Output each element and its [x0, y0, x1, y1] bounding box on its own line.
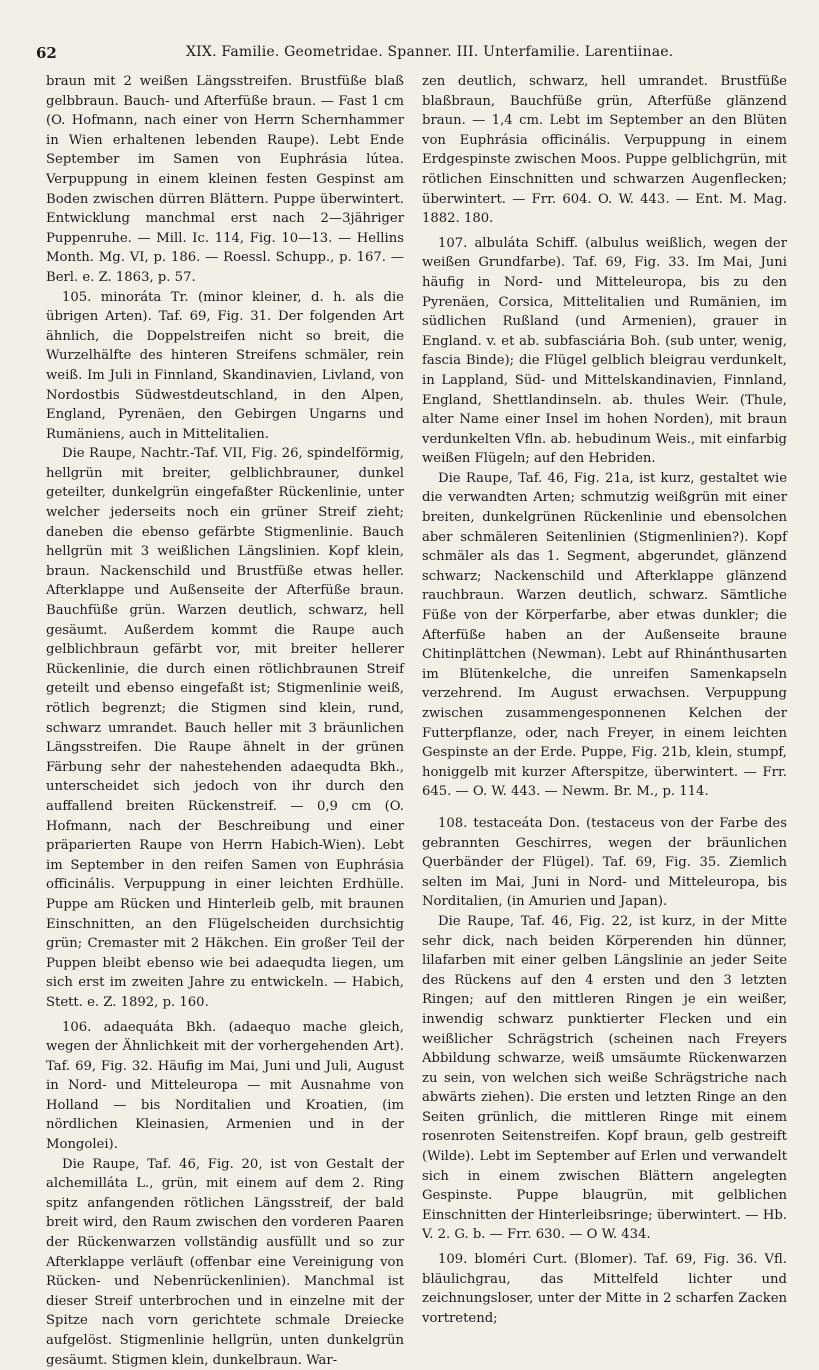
page-number: 62	[36, 44, 57, 62]
running-title: XIX. Familie. Geometridae. Spanner. III. Unterfamilie. Larentiinae.	[186, 44, 674, 60]
right-column	[422, 72, 787, 1328]
left-column	[46, 72, 404, 1370]
paragraph: Die Raupe, Nachtr.-Taf. VII, Fig. 26, spindelförmig, hellgrün mit breiter, gelblichbrauner, dunkel geteilter, dunkelgrün eingefaßter Rückenlinie, unter welcher jederseits noch ein grüner Streif zieht; daneben die ebenso gefärbte Stigmenlinie. Bauch hellgrün mit 3 weißlichen Längslinien. Kopf klein, braun. Nackenschild und Brustfüße etwas heller. Afterklappe und Außenseite der Afterfüße braun. Bauchfüße grün. Warzen deutlich, schwarz, hell gesäumt. Außerdem kommt die Raupe auch gelblichbraun gefärbt vor, mit breiter hellerer Rückenlinie, die durch einen rötlichbraunen Streif geteilt und ebenso eingefaßt ist; Stigmenlinie weiß, rötlich begrenzt; die Stigmen sind klein, rund, schwarz umrandet. Bauch heller mit 3 bräunlichen Längsstreifen. Die Raupe ähnelt in der grünen Färbung sehr der nahestehenden adaequdta Bkh., unterscheidet sich jedoch von ihr durch den auffallend breiten Rückenstreif. — 0,9 cm (O. Hofmann, nach der Beschreibung und einer präparierten Raupe von Herrn Habich-Wien). Lebt im September in den reifen Samen von Euphrásia officinális. Verpuppung in einer leichten Erdhülle. Puppe am Rücken und Hinterleib gelb, mit braunen Einschnitten, an den Flügelscheiden durchsichtig grün; Cremaster mit 2 Häkchen. Ein großer Teil der Puppen bleibt ebenso wie bei adaequdta liegen, um sich erst im zweiten Jahre zu entwickeln. — Habich, Stett. e. Z. 1892, p. 160.	[46, 446, 404, 1010]
entry-107: 107. albuláta Schiff. (albulus weißlich, wegen der weißen Grundfarbe). Taf. 69, Fig. 33. Im Mai, Juni häufig in Nord- und Mitteleuropa, bis zu den Pyrenäen, Corsica, Mittelitalien und Rumänien, im südlichen Rußland (und Armenien), grauer in England. v. et ab. subfasciária Boh. (sub unter, wenig, fascia Binde); die Flügel gelblich bleigrau verdunkelt, in Lappland, Süd- und Mittelskandinavien, Finnland, England, Shettlandinseln. ab. thules Weir. (Thule, alter Name einer Insel im hohen Norden), mit braun verdunkelten Vfln. ab. hebudinum Weis., mit einfarbig weißen Flügeln; auf den Hebriden.	[422, 235, 787, 467]
paragraph: Die Raupe, Taf. 46, Fig. 22, ist kurz, in der Mitte sehr dick, nach beiden Körperenden hin dünner, lilafarben mit einer gelben Längslinie an jeder Seite des Rückens auf den 4 ersten und den 3 letzten Ringen; auf den mittleren Ringen je ein weißer, inwendig schwarz punktierter Flecken und ein weißlicher Schrägstrich (scheinen nach Freyers Abbildung schwarze, weiß umsäumte Rückenwarzen zu sein, von welchen sich weiße Schrägstriche nach abwärts ziehen). Die ersten und letzten Ringe an den Seiten grünlich, die mittleren Ringe mit einem rosenroten Seitenstreifen. Kopf braun, gelb gestreift (Wilde). Lebt im September auf Erlen und verwandelt sich in einem zwischen Blättern angelegten Gespinste. Puppe blaugrün, mit gelblichen Einschnitten der Hinterleibsringe; überwintert. — Hb. V. 2. G. b. — Frr. 630. — O W. 434.	[422, 913, 787, 1243]
page-header	[36, 44, 796, 66]
paragraph: zen deutlich, schwarz, hell umrandet. Brustfüße blaßbraun, Bauchfüße grün, Afterfüße glänzend braun. — 1,4 cm. Lebt im September an den Blüten von Euphrásia officinális. Verpuppung in einem Erdgespinste zwischen Moos. Puppe gelblichgrün, mit rötlichen Einschnitten und schwarzen Augenflecken; überwintert. — Frr. 604. O. W. 443. — Ent. M. Mag. 1882. 180.	[422, 74, 787, 227]
entry-109: 109. bloméri Curt. (Blomer). Taf. 69, Fig. 36. Vfl. bläulichgrau, das Mittelfeld lichter und zeichnungsloser, unter der Mitte in 2 scharfen Zacken vortretend;	[422, 1252, 787, 1326]
paragraph: Die Raupe, Taf. 46, Fig. 20, ist von Gestalt der alchemilláta L., grün, mit einem auf dem 2. Ring spitz anfangenden rötlichen Längsstreif, der bald breit wird, den Raum zwischen den vorderen Paaren der Rückenwarzen vollständig ausfüllt und so zur Afterklappe verläuft (offenbar eine Vereinigung von Rücken- und Nebenrückenlinien). Manchmal ist dieser Streif unterbrochen und in einzelne mit der Spitze nach vorn gerichtete schmale Dreiecke aufgelöst. Stigmenlinie hellgrün, unten dunkelgrün gesäumt. Stigmen klein, dunkelbraun. War-	[46, 1156, 404, 1368]
paragraph: braun mit 2 weißen Längsstreifen. Brustfüße blaß gelbbraun. Bauch- und Afterfüße braun. — Fast 1 cm (O. Hofmann, nach einer von Herrn Schernhammer in Wien erhaltenen lebenden Raupe). Lebt Ende September im Samen von Euphrásia lútea. Verpuppung in einem kleinen festen Gespinst am Boden zwischen dürren Blättern. Puppe überwintert. Entwicklung manchmal erst nach 2—3jähriger Puppenruhe. — Mill. Ic. 114, Fig. 10—13. — Hellins Month. Mg. VI, p. 186. — Roessl. Schupp., p. 167. — Berl. e. Z. 1863, p. 57.	[46, 74, 404, 285]
entry-108: 108. testaceáta Don. (testaceus von der Farbe des gebrannten Geschirres, wegen der bräunlichen Querbänder der Flügel). Taf. 69, Fig. 35. Ziemlich selten im Mai, Juni in Nord- und Mitteleuropa, bis Norditalien, (in Amurien und Japan).	[422, 815, 787, 910]
paragraph: Die Raupe, Taf. 46, Fig. 21a, ist kurz, gestaltet wie die verwandten Arten; schmutzig weißgrün mit einer breiten, dunkelgrünen Rückenlinie und ebensolchen aber schmäleren Seitenlinien (Stigmenlinien?). Kopf schmäler als das 1. Segment, abgerundet, glänzend schwarz; Nackenschild und Afterklappe glänzend rauchbraun. Warzen deutlich, schwarz. Sämtliche Füße von der Körperfarbe, aber etwas dunkler; die Afterfüße haben an der Außenseite braune Chitinplättchen (Newman). Lebt auf Rhinánthusarten im Blütenkelche, die unreifen Samenkapseln verzehrend. Im August erwachsen. Verpuppung zwischen zusammengesponnenen Kelchen der Futterpflanze, oder, nach Freyer, in einem leichten Gespinste an der Erde. Puppe, Fig. 21b, klein, stumpf, honiggelb mit kurzer Afterspitze, überwintert. — Frr. 645. — O. W. 443. — Newm. Br. M., p. 114.	[422, 470, 787, 800]
entry-105: 105. minoráta Tr. (minor kleiner, d. h. als die übrigen Arten). Taf. 69, Fig. 31. Der folgenden Art ähnlich, die Doppelstreifen nicht so breit, die Wurzelhälfte des hinteren Streifens schmäler, rein weiß. Im Juli in Finnland, Skandinavien, Livland, von Nordostbis Südwestdeutschland, in den Alpen, England, Pyrenäen, den Gebirgen Ungarns und Rumäniens, auch in Mittelitalien.	[46, 289, 404, 442]
entry-106: 106. adaequáta Bkh. (adaequo mache gleich, wegen der Ähnlichkeit mit der vorhergehenden Art). Taf. 69, Fig. 32. Häufig im Mai, Juni und Juli, August in Nord- und Mitteleuropa — mit Ausnahme von Holland — bis Norditalien und Kroatien, (im nördlichen Kleinasien, Armenien und in der Mongolei).	[46, 1019, 404, 1153]
